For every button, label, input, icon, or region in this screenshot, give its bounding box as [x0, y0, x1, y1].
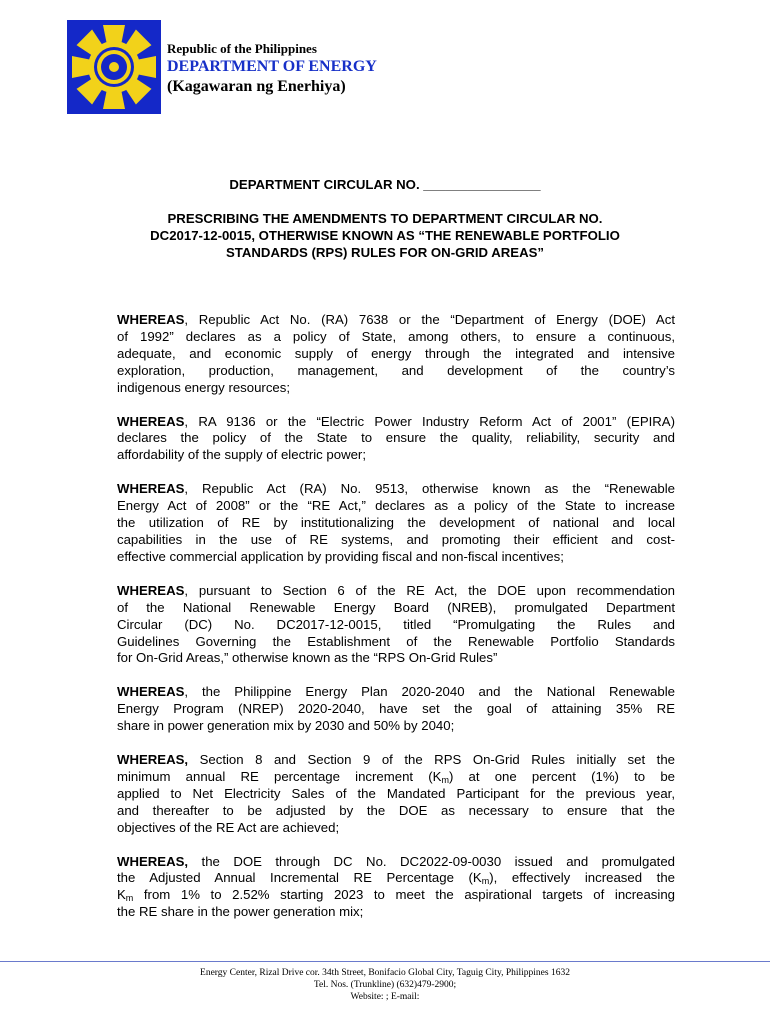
paragraph-line: Energy Program (NREP) 2020-2040, have set the goal of attaining 35% RE [117, 701, 675, 717]
whereas-clauses [117, 312, 675, 938]
paragraph-line: effective commercial application by providing fiscal and non-fiscal incentives; [117, 548, 564, 564]
whereas-lead: WHEREAS [117, 684, 185, 700]
circular-subject [0, 210, 770, 261]
agency-header [167, 40, 377, 97]
republic-label: Republic of the Philippines [167, 41, 317, 56]
whereas-lead: WHEREAS [117, 413, 185, 429]
paragraph-line: adequate, and economic supply of energy through the integrated and intensive [117, 345, 675, 361]
whereas-paragraph [117, 414, 675, 465]
paragraph-line: WHEREAS, RA 9136 or the “Electric Power Industry Reform Act of 2001” (EPIRA) [117, 413, 675, 429]
paragraph-line: objectives of the RE Act are achieved; [117, 819, 340, 835]
paragraph-line: WHEREAS, pursuant to Section 6 of the RE Act, the DOE upon recommendation [117, 582, 675, 598]
paragraph-line: exploration, production, management, and development of the country’s [117, 362, 675, 378]
paragraph-line: of 1992” declares as a policy of State, among others, to ensure a continuous, [117, 328, 675, 344]
whereas-paragraph [117, 312, 675, 397]
paragraph-line: Circular (DC) No. DC2017-12-0015, titled “Promulgating the Rules and [117, 616, 675, 632]
department-name-filipino: (Kagawaran ng Enerhiya) [167, 78, 346, 95]
doe-seal-icon [67, 20, 161, 114]
paragraph-line: WHEREAS, the Philippine Energy Plan 2020-2040 and the National Renewable [117, 684, 675, 700]
whereas-paragraph [117, 752, 675, 837]
paragraph-line: the utilization of RE by institutionalizing the development of national and local [117, 515, 675, 531]
paragraph-line: WHEREAS, Republic Act No. (RA) 7638 or the “Department of Energy (DOE) Act [117, 312, 675, 327]
paragraph-line: applied to Net Electricity Sales of the Mandated Participant for the previous year, [117, 785, 675, 801]
footer-web: Website: ; E-mail: [350, 992, 420, 1002]
whereas-paragraph [117, 854, 675, 922]
paragraph-line: WHEREAS, Republic Act (RA) No. 9513, otherwise known as the “Renewable [117, 481, 675, 497]
whereas-paragraph [117, 684, 675, 735]
paragraph-line: the RE share in the power generation mix; [117, 904, 364, 920]
paragraph-line: and thereafter to be adjusted by the DOE as necessary to ensure that the [117, 802, 675, 818]
footer-divider [0, 961, 770, 962]
subscript-m: m [125, 893, 134, 904]
paragraph-line: WHEREAS, Section 8 and Section 9 of the RPS On-Grid Rules initially set the [117, 752, 675, 768]
footer-telephone: Tel. Nos. (Trunkline) (632)479-2900; [313, 980, 457, 990]
paragraph-line: the Adjusted Annual Incremental RE Percentage $(K_m)$, effectively increased the [117, 870, 675, 887]
whereas-lead: WHEREAS, [117, 752, 189, 768]
whereas-paragraph [117, 481, 675, 566]
subject-line: PRESCRIBING THE AMENDMENTS TO DEPARTMENT CIRCULAR NO. [167, 211, 603, 226]
whereas-lead: WHEREAS [117, 481, 185, 497]
paragraph-line: declares the policy of the State to ensure the quality, reliability, security and [117, 430, 675, 446]
paragraph-line: $K_m$ from 1% to 2.52% starting 2023 to meet the aspirational targets of increasing [117, 887, 675, 904]
paragraph-line: Guidelines Governing the Establishment of the Renewable Portfolio Standards [117, 633, 675, 649]
subject-line: DC2017-12-0015, OTHERWISE KNOWN AS “THE RENEWABLE PORTFOLIO [150, 228, 620, 243]
whereas-lead: WHEREAS, [117, 853, 189, 869]
whereas-lead: WHEREAS [117, 312, 185, 327]
paragraph-line: affordability of the supply of electric power; [117, 447, 366, 463]
paragraph-line: WHEREAS, the DOE through DC No. DC2022-09-0030 issued and promulgated [117, 853, 675, 869]
paragraph-line: of the National Renewable Energy Board (NREB), promulgated Department [117, 599, 675, 615]
footer-address: Energy Center, Rizal Drive cor. 34th Street, Bonifacio Global City, Taguig City, Philippines 1632 [200, 968, 570, 978]
footer [0, 967, 770, 1003]
whereas-paragraph [117, 583, 675, 668]
paragraph-line: capabilities in the use of RE systems, and promoting their efficient and cost- [117, 531, 675, 547]
subscript-m: m [481, 876, 490, 887]
paragraph-line: share in power generation mix by 2030 and 50% by 2040; [117, 718, 455, 734]
circular-number: DEPARTMENT CIRCULAR NO. ________________ [229, 177, 541, 192]
paragraph-line: Energy Act of 2008” or the “RE Act,” declares as a policy of the State to increase [117, 498, 675, 514]
subscript-m: m [441, 774, 449, 785]
paragraph-line: indigenous energy resources; [117, 379, 291, 395]
paragraph-line: for On-Grid Areas,” otherwise known as the “RPS On-Grid Rules” [117, 650, 498, 666]
subject-line: STANDARDS (RPS) RULES FOR ON-GRID AREAS” [226, 245, 544, 260]
department-name: DEPARTMENT OF ENERGY [167, 58, 377, 75]
paragraph-line: minimum annual RE percentage increment $(K_m)$ at one percent (1%) to be [117, 768, 675, 785]
whereas-lead: WHEREAS [117, 582, 185, 598]
